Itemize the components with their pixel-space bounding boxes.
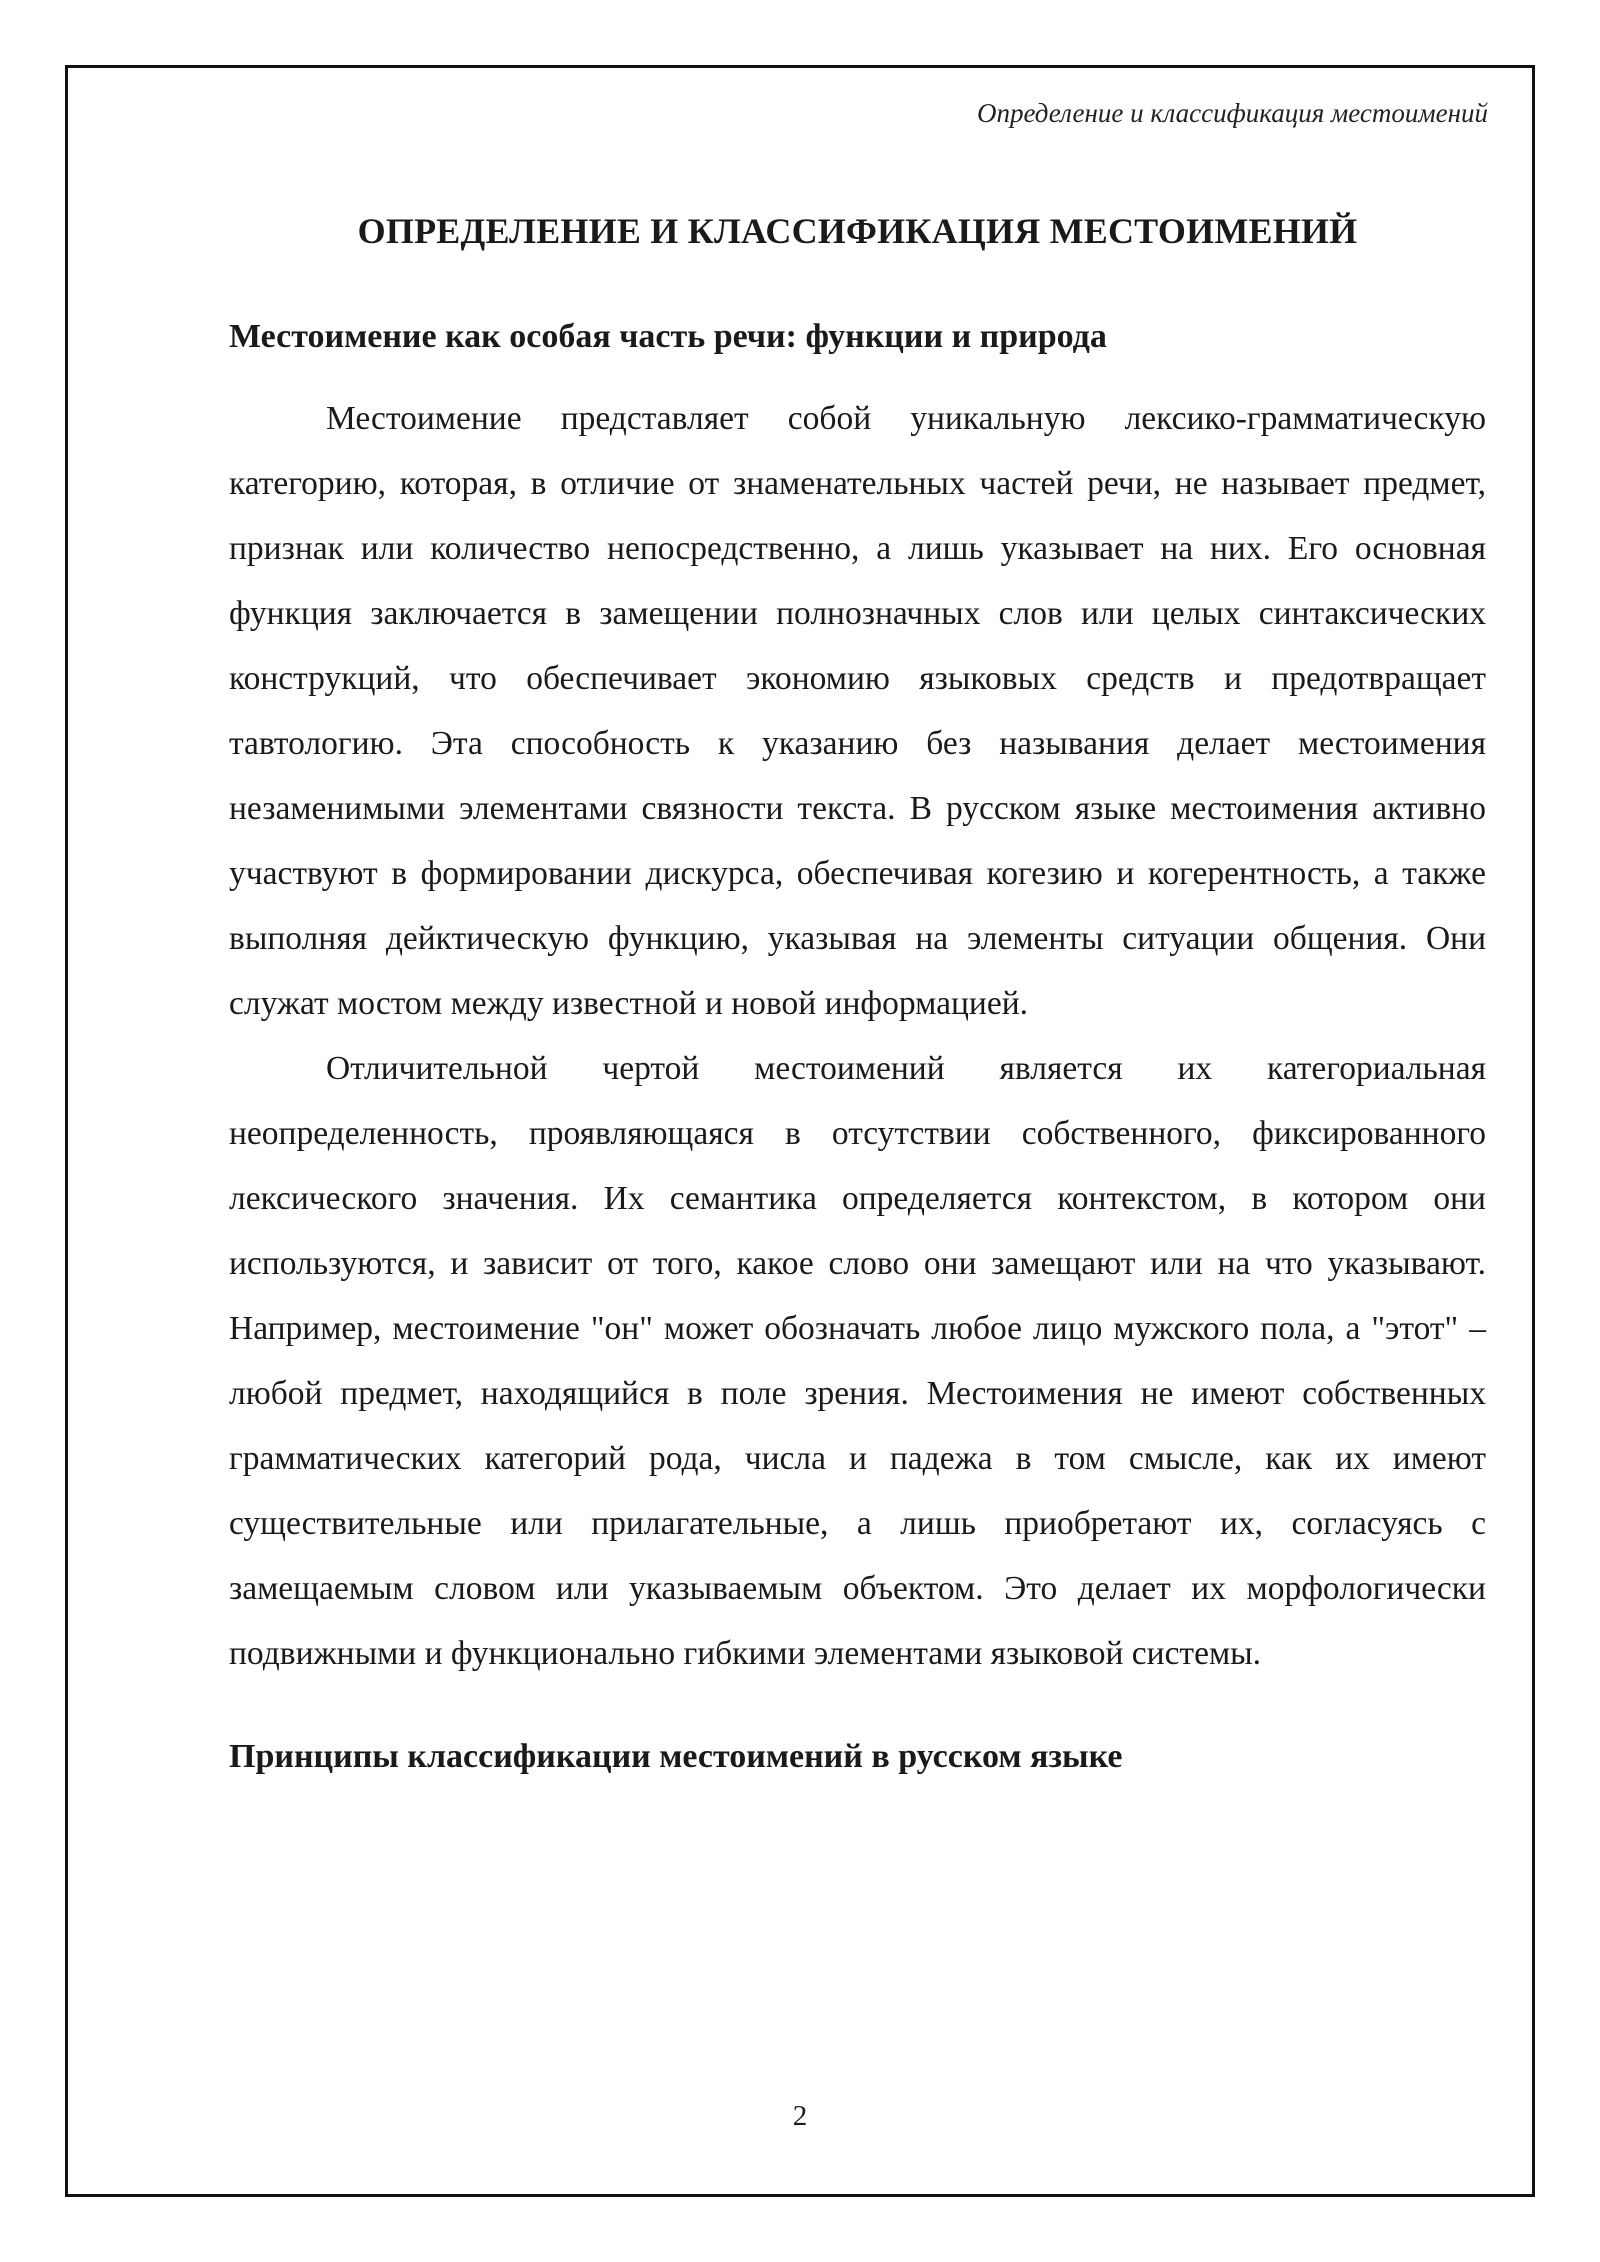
document-body [229, 210, 1486, 1806]
paragraph-1: Местоимение представляет собой уникальную лексико-грамматическую категорию, которая, в отличие от знаменательных частей речи, не называет предмет, признак или количество непосредственно, а лишь указывает на них. Его основная функция заключается в замещении полнозначных слов или целых синтаксических конструкций, что обеспечивает экономию языковых средств и предотвращает тавтологию. Эта способность к указанию без называния делает местоимения незаменимыми элементами связности текста. В русском языке местоимения активно участвуют в формировании дискурса, обеспечивая когезию и когерентность, а также выполняя дейктическую функцию, указывая на элементы ситуации общения. Они служат мостом между известной и новой информацией. [229, 400, 1486, 1022]
paragraph-2: Отличительной чертой местоимений является их категориальная неопределенность, проявляющаяся в отсутствии собственного, фиксированного лексического значения. Их семантика определяется контекстом, в котором они используются, и зависит от того, какое слово они замещают или на что указывают. Например, местоимение "он" может обозначать любое лицо мужского пола, а "этот" – любой предмет, находящийся в поле зрения. Местоимения не имеют собственных грамматических категорий рода, числа и падежа в том смысле, как их имеют существительные или прилагательные, а лишь приобретают их, согласуясь с замещаемым словом или указываемым объектом. Это делает их морфологически подвижными и функционально гибкими элементами языковой системы. [229, 1050, 1486, 1672]
section-heading-pronoun-nature: Местоимение как особая часть речи: функции и природа [229, 318, 1107, 355]
page-number: 2 [792, 2100, 808, 2132]
running-header: Определение и классификация местоимений [976, 98, 1488, 128]
section-heading-classification: Принципы классификации местоимений в русском языке [229, 1738, 1123, 1775]
document-title: ОПРЕДЕЛЕНИЕ И КЛАССИФИКАЦИЯ МЕСТОИМЕНИЙ [357, 211, 1358, 251]
